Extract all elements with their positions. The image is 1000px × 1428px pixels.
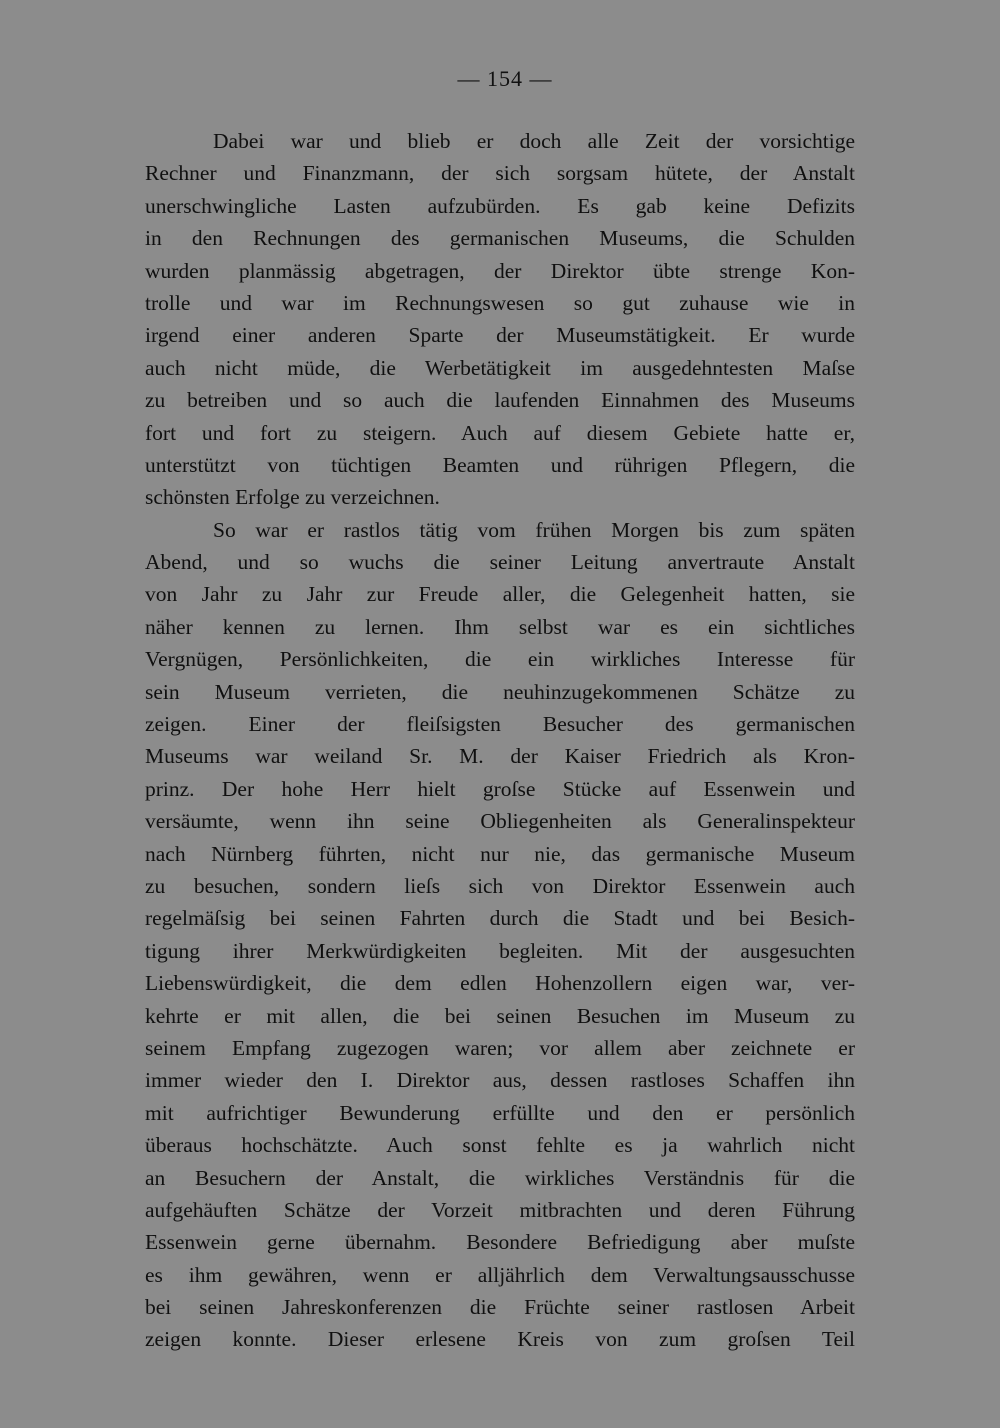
text-line: näher kennen zu lernen. Ihm selbst war es ein sichtliches <box>145 614 855 639</box>
text-line: Rechner und Finanzmann, der sich sorgsam hütete, der Anstalt <box>145 161 855 186</box>
text-line: bei seinen Jahreskonferenzen die Früchte seiner rastlosen Arbeit <box>145 1295 855 1320</box>
text-line: es ihm gewähren, wenn er alljährlich dem Verwaltungsausschusse <box>145 1262 855 1287</box>
text-line: zu besuchen, sondern lieſs sich von Direktor Essenwein auch <box>145 873 855 898</box>
page-number: — 154 — <box>457 66 553 91</box>
text-line: an Besuchern der Anstalt, die wirkliches Verständnis für die <box>145 1165 855 1190</box>
text-line: So war er rastlos tätig vom frühen Morgen bis zum späten <box>213 517 855 542</box>
text-line: in den Rechnungen des germanischen Museums, die Schulden <box>145 226 855 251</box>
text-line: irgend einer anderen Sparte der Museumstätigkeit. Er wurde <box>145 323 855 348</box>
text-line: mit aufrichtiger Bewunderung erfüllte und den er persönlich <box>145 1100 855 1125</box>
text-line: immer wieder den I. Direktor aus, dessen rastloses Schaffen ihn <box>145 1068 855 1093</box>
text-line: von Jahr zu Jahr zur Freude aller, die Gelegenheit hatten, sie <box>145 582 855 607</box>
text-line: kehrte er mit allen, die bei seinen Besuchen im Museum zu <box>145 1003 855 1028</box>
text-line: zeigen konnte. Dieser erlesene Kreis von zum groſsen Teil <box>145 1327 855 1352</box>
text-line: regelmäſsig bei seinen Fahrten durch die Stadt und bei Besich- <box>145 906 855 931</box>
text-line: überaus hochschätzte. Auch sonst fehlte es ja wahrlich nicht <box>145 1133 855 1158</box>
text-line: Vergnügen, Persönlichkeiten, die ein wirkliches Interesse für <box>145 647 855 672</box>
text-line: auch nicht müde, die Werbetätigkeit im ausgedehntesten Maſse <box>145 355 855 380</box>
text-line: seinem Empfang zugezogen waren; vor allem aber zeichnete er <box>145 1035 855 1060</box>
text-line: zu betreiben und so auch die laufenden Einnahmen des Museums <box>145 388 855 413</box>
text-line: wurden planmässig abgetragen, der Direktor übte strenge Kon- <box>145 258 855 283</box>
text-line: prinz. Der hohe Herr hielt groſse Stücke auf Essenwein und <box>145 776 855 801</box>
text-line: zeigen. Einer der fleiſsigsten Besucher des germanischen <box>145 712 855 737</box>
text-line: unterstützt von tüchtigen Beamten und rührigen Pflegern, die <box>145 452 855 477</box>
body-text <box>145 125 855 1356</box>
text-line: schönsten Erfolge zu verzeichnen. <box>145 485 440 510</box>
text-line: aufgehäuften Schätze der Vorzeit mitbrachten und deren Führung <box>145 1197 855 1222</box>
text-line: Liebenswürdigkeit, die dem edlen Hohenzollern eigen war, ver- <box>145 971 855 996</box>
text-line: sein Museum verrieten, die neuhinzugekommenen Schätze zu <box>145 679 855 704</box>
text-line: Essenwein gerne übernahm. Besondere Befriedigung aber muſste <box>145 1230 855 1255</box>
text-line: tigung ihrer Merkwürdigkeiten begleiten. Mit der ausgesuchten <box>145 938 855 963</box>
text-line: Museums war weiland Sr. M. der Kaiser Friedrich als Kron- <box>145 744 855 769</box>
text-line: Abend, und so wuchs die seiner Leitung anvertraute Anstalt <box>145 550 855 575</box>
text-line: fort und fort zu steigern. Auch auf diesem Gebiete hatte er, <box>145 420 855 445</box>
text-line: versäumte, wenn ihn seine Obliegenheiten als Generalinspekteur <box>145 809 855 834</box>
text-line: Dabei war und blieb er doch alle Zeit der vorsichtige <box>213 129 855 153</box>
text-line: nach Nürnberg führten, nicht nur nie, das germanische Museum <box>145 841 855 866</box>
text-line: trolle und war im Rechnungswesen so gut zuhause wie in <box>145 290 855 315</box>
text-line: unerschwingliche Lasten aufzubürden. Es gab keine Defizits <box>145 193 855 218</box>
